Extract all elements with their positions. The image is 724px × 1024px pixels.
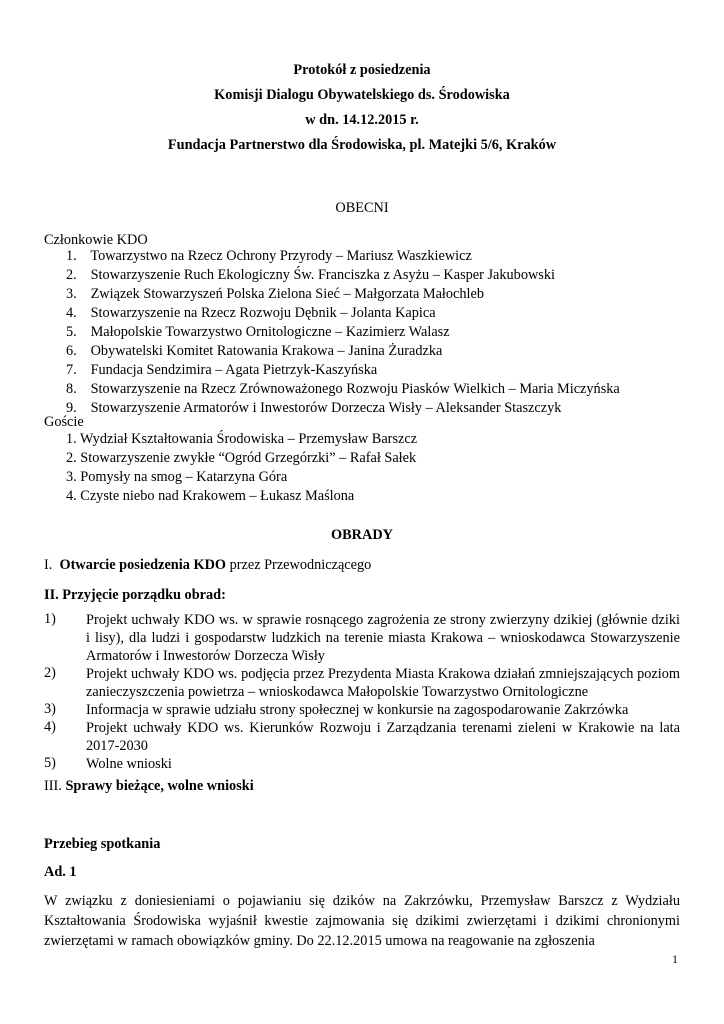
section-3-heading [44, 778, 254, 795]
item-text: Stowarzyszenie na Rzecz Zrównoważonego Rozwoju Piasków Wielkich – Maria Miczyńska [90, 381, 620, 397]
agenda-number: 3) [44, 701, 56, 717]
list-item: 3. Pomysły na smog – Katarzyna Góra [66, 469, 288, 485]
list-item: 4. Czyste niebo nad Krakowem – Łukasz Maślona [66, 488, 355, 504]
agenda-item [44, 611, 680, 665]
item-number: 5. [66, 324, 77, 340]
list-item [66, 361, 686, 380]
item-number: 1. [66, 248, 77, 264]
item-text: Obywatelski Komitet Ratowania Krakowa – Janina Żuradzka [90, 343, 443, 359]
document-header [0, 58, 724, 158]
section-title: Otwarcie posiedzenia KDO [59, 557, 227, 573]
page-number: 1 [672, 952, 678, 966]
list-item [66, 380, 686, 399]
item-text: Stowarzyszenie Ruch Ekologiczny Św. Franciszka z Asyżu – Kasper Jakubowski [90, 267, 555, 283]
item-number: 9. [66, 400, 77, 416]
obecni-heading: OBECNI [335, 200, 389, 216]
list-item [66, 266, 686, 285]
przebieg-heading: Przebieg spotkania [44, 836, 161, 852]
agenda-number: 2) [44, 665, 56, 681]
item-text: Stowarzyszenie na Rzecz Rozwoju Dębnik – Jolanta Kapica [90, 305, 436, 321]
agenda-number: 4) [44, 719, 56, 735]
header-line-2: Komisji Dialogu Obywatelskiego ds. Środowiska [214, 87, 510, 103]
list-item [66, 247, 686, 266]
agenda-text: Projekt uchwały KDO ws. w sprawie rosnącego zagrożenia ze strony zwierzyny dzikiej (głównie dziki i lisy), dla ludzi i gospodarstw ludzkich na terenie miasta Krakowa – wnioskodawca Stowarzyszenie Armatorów i Inwestorów Dorzecza Wisły [86, 612, 680, 664]
ad1-heading: Ad. 1 [44, 864, 77, 880]
item-number: 3. [66, 286, 77, 302]
agenda-text: Projekt uchwały KDO ws. podjęcia przez Prezydenta Miasta Krakowa działań zmniejszających poziom zanieczyszczenia powietrza – wnioskodawca Małopolskie Towarzystwo Ornitologiczne [86, 666, 680, 700]
agenda-text: Wolne wnioski [86, 756, 172, 772]
item-text: Małopolskie Towarzystwo Ornitologiczne – Kazimierz Walasz [90, 324, 450, 340]
item-text: Stowarzyszenie Armatorów i Inwestorów Dorzecza Wisły – Aleksander Staszczyk [90, 400, 562, 416]
section-number: I. [44, 557, 53, 573]
agenda-number: 5) [44, 755, 56, 771]
item-text: Związek Stowarzyszeń Polska Zielona Sieć – Małgorzata Małochleb [90, 286, 485, 302]
list-item [66, 304, 686, 323]
obrady-heading: OBRADY [331, 527, 393, 543]
item-number: 8. [66, 381, 77, 397]
list-item: 1. Wydział Kształtowania Środowiska – Przemysław Barszcz [66, 431, 418, 447]
members-label: Członkowie KDO [44, 232, 148, 248]
agenda-item [44, 665, 680, 701]
members-list [66, 247, 686, 418]
item-number: 4. [66, 305, 77, 321]
agenda-item [44, 701, 680, 719]
section-title-rest: przez Przewodniczącego [226, 557, 372, 573]
guests-list [66, 430, 686, 506]
item-number: 7. [66, 362, 77, 378]
agenda-number: 1) [44, 611, 56, 627]
agenda-list [44, 611, 680, 773]
agenda-item [44, 755, 680, 773]
item-text: Fundacja Sendzimira – Agata Pietrzyk-Kaszyńska [90, 362, 378, 378]
list-item: 2. Stowarzyszenie zwykłe “Ogród Grzegórzki” – Rafał Sałek [66, 450, 417, 466]
section-number: III. [44, 778, 62, 794]
body-paragraph: W związku z doniesieniami o pojawianiu się dzików na Zakrzówku, Przemysław Barszcz z Wydziału Kształtowania Środowiska wyjaśnił kwestie zajmowania się dzikimi zwierzętami i dzikimi chronionymi zwierzętami w ramach obowiązków gminy. Do 22.12.2015 umowa na reagowanie na zgłoszenia [44, 893, 680, 949]
agenda-text: Informacja w sprawie udziału strony społecznej w konkursie na zagospodarowanie Zakrzówka [86, 702, 629, 718]
list-item [66, 342, 686, 361]
header-line-4: Fundacja Partnerstwo dla Środowiska, pl. Matejki 5/6, Kraków [167, 137, 557, 153]
header-line-1: Protokół z posiedzenia [293, 62, 431, 78]
list-item [66, 399, 686, 418]
item-text: Towarzystwo na Rzecz Ochrony Przyrody – Mariusz Waszkiewicz [90, 248, 472, 264]
section-1-heading [44, 557, 371, 574]
header-line-3: w dn. 14.12.2015 r. [305, 112, 419, 128]
section-title: Sprawy bieżące, wolne wnioski [65, 778, 254, 794]
item-number: 6. [66, 343, 77, 359]
agenda-text: Projekt uchwały KDO ws. Kierunków Rozwoju i Zarządzania terenami zieleni w Krakowie na lata 2017-2030 [86, 720, 680, 754]
item-number: 2. [66, 267, 77, 283]
guests-label: Goście [44, 414, 84, 430]
section-2-heading: II. Przyjęcie porządku obrad: [44, 587, 226, 603]
agenda-item [44, 719, 680, 755]
list-item [66, 285, 686, 304]
list-item [66, 323, 686, 342]
